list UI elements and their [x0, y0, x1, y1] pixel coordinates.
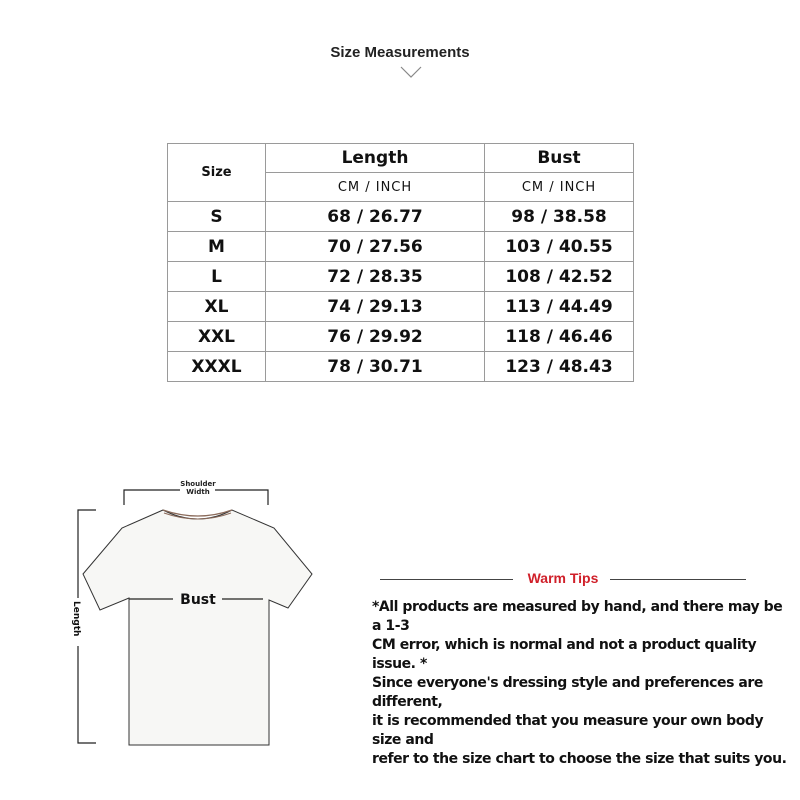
bust-cell: 108 / 42.52 — [485, 262, 634, 292]
table-row — [168, 202, 634, 232]
table-row — [168, 292, 634, 322]
warm-tips-title: Warm Tips — [527, 570, 599, 586]
warm-tips-text — [372, 598, 792, 769]
size-cell: XL — [168, 292, 266, 322]
tip-line: *All products are measured by hand, and there may be a 1-3 — [372, 599, 783, 634]
shoulder-label-1: Shoulder — [180, 480, 216, 488]
tip-line: Since everyone's dressing style and preferences are different, — [372, 675, 763, 710]
bust-cell: 98 / 38.58 — [485, 202, 634, 232]
length-unit-header: CM / INCH — [266, 173, 485, 202]
tip-line: refer to the size chart to choose the size that suits you. — [372, 751, 787, 767]
size-table — [167, 143, 634, 382]
size-cell: XXXL — [168, 352, 266, 382]
size-cell: XXL — [168, 322, 266, 352]
chevron-down-icon — [400, 66, 422, 78]
tshirt-outline — [83, 510, 312, 745]
length-column-header: Length — [266, 144, 485, 173]
bust-cell: 103 / 40.55 — [485, 232, 634, 262]
length-cell: 68 / 26.77 — [266, 202, 485, 232]
tip-line: it is recommended that you measure your own body size and — [372, 713, 764, 748]
length-cell: 70 / 27.56 — [266, 232, 485, 262]
page-title: Size Measurements — [330, 44, 470, 61]
bust-column-header: Bust — [485, 144, 634, 173]
tshirt-diagram — [60, 470, 340, 760]
bust-cell: 118 / 46.46 — [485, 322, 634, 352]
size-column-header: Size — [168, 144, 266, 202]
table-row — [168, 262, 634, 292]
table-row — [168, 352, 634, 382]
size-cell: L — [168, 262, 266, 292]
table-row — [168, 322, 634, 352]
bust-label: Bust — [180, 592, 216, 608]
bust-cell: 123 / 48.43 — [485, 352, 634, 382]
length-cell: 74 / 29.13 — [266, 292, 485, 322]
tip-line: CM error, which is normal and not a product quality issue. * — [372, 637, 757, 672]
bust-cell: 113 / 44.49 — [485, 292, 634, 322]
length-cell: 72 / 28.35 — [266, 262, 485, 292]
size-cell: S — [168, 202, 266, 232]
table-row — [168, 232, 634, 262]
length-cell: 78 / 30.71 — [266, 352, 485, 382]
warm-tips-header — [380, 570, 746, 588]
bust-unit-header: CM / INCH — [485, 173, 634, 202]
length-label: Length — [71, 601, 81, 637]
shoulder-label-2: Width — [186, 488, 210, 496]
length-cell: 76 / 29.92 — [266, 322, 485, 352]
size-cell: M — [168, 232, 266, 262]
